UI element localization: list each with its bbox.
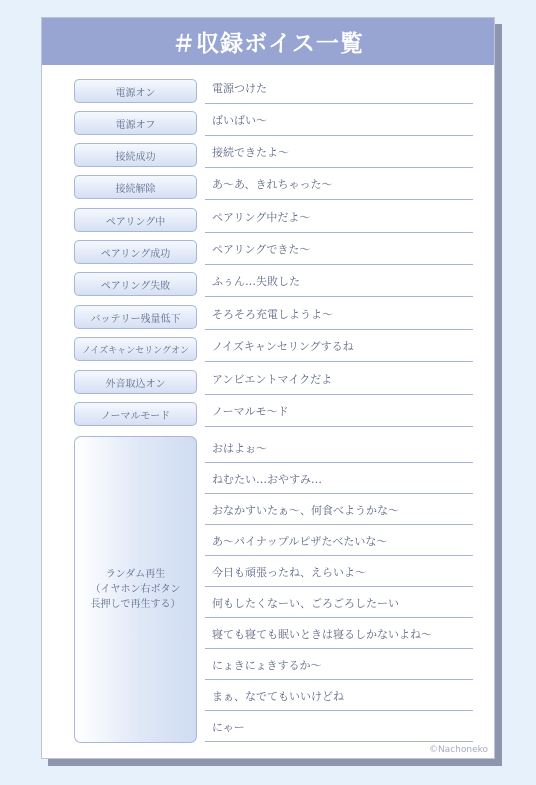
row-divider [205, 296, 473, 297]
list-item [74, 622, 473, 653]
list-item [74, 560, 473, 591]
voice-row [74, 172, 473, 204]
voice-phrase: ノーマルモ〜ド [212, 405, 289, 418]
voice-phrase: おなかすいたぁ〜、何食べようかな〜 [212, 504, 399, 517]
row-divider [205, 648, 473, 649]
voice-phrase: ふぅん…失敗した [212, 275, 300, 288]
row-divider [205, 617, 473, 618]
row-divider [205, 462, 473, 463]
random-label-line: 長押しで再生する） [90, 599, 181, 610]
voice-row [74, 399, 473, 431]
voice-phrase: まぁ、なでてもいいけどね [212, 690, 344, 703]
voice-phrase: ばいばい〜 [212, 114, 267, 127]
voice-row [74, 205, 473, 237]
random-label-line: （イヤホン右ボタン [90, 584, 181, 595]
voice-phrase: 何もしたくなーい、ごろごろしたーい [212, 597, 399, 610]
row-divider [205, 741, 473, 742]
voice-row [74, 367, 473, 399]
row-divider [205, 679, 473, 680]
trigger-label: ペアリング成功 [74, 240, 197, 264]
trigger-label: ノーマルモード [74, 402, 197, 426]
voice-row [74, 140, 473, 172]
random-phrase-list [74, 436, 473, 746]
row-divider [205, 167, 473, 168]
trigger-label: 接続解除 [74, 175, 197, 199]
list-item [74, 715, 473, 746]
voice-phrase: 今日も頑張ったね、えらいよ〜 [212, 566, 366, 579]
voice-phrase: ペアリングできた〜 [212, 243, 311, 256]
list-item [74, 529, 473, 560]
trigger-label: ノイズキャンセリングオン [74, 337, 197, 361]
trigger-label: 接続成功 [74, 143, 197, 167]
trigger-label: ペアリング中 [74, 208, 197, 232]
row-divider [205, 710, 473, 711]
list-item [74, 591, 473, 622]
trigger-label: 外音取込オン [74, 370, 197, 394]
row-divider [205, 493, 473, 494]
row-divider [205, 103, 473, 104]
list-item [74, 436, 473, 467]
row-divider [205, 361, 473, 362]
voice-row [74, 302, 473, 334]
row-divider [205, 524, 473, 525]
row-divider [205, 264, 473, 265]
voice-phrase: アンビエントマイクだよ [212, 373, 333, 386]
row-divider [205, 586, 473, 587]
list-item [74, 467, 473, 498]
voice-phrase: 電源つけた [212, 82, 267, 95]
voice-row [74, 269, 473, 301]
trigger-label: 電源オン [74, 79, 197, 103]
voice-row [74, 237, 473, 269]
voice-phrase: 接続できたよ〜 [212, 146, 289, 159]
voice-phrase: おはよぉ〜 [212, 442, 267, 455]
list-item [74, 684, 473, 715]
voice-phrase: あ〜パイナップルピザたべたいな〜 [212, 535, 388, 548]
copyright-credit: ©Nachoneko [428, 745, 488, 755]
voice-row [74, 108, 473, 140]
trigger-label: バッテリー残量低下 [74, 305, 197, 329]
voice-row [74, 76, 473, 108]
voice-phrase: そろそろ充電しようよ〜 [212, 308, 333, 321]
voice-phrase: にゃー [212, 721, 245, 734]
list-item [74, 653, 473, 684]
row-divider [205, 232, 473, 233]
page-title: ＃収録ボイス一覧 [42, 18, 494, 65]
list-item [74, 498, 473, 529]
voice-phrase: 寝ても寝ても眠いときは寝るしかないよね〜 [212, 628, 432, 641]
voice-phrase: ノイズキャンセリングするね [212, 340, 354, 353]
random-label-line: ランダム再生 [105, 569, 166, 580]
row-divider [205, 426, 473, 427]
voice-phrase: あ〜あ、きれちゃった〜 [212, 178, 333, 191]
voice-list-card [41, 17, 495, 759]
row-divider [205, 394, 473, 395]
row-divider [205, 555, 473, 556]
trigger-label: ペアリング失敗 [74, 272, 197, 296]
row-divider [205, 135, 473, 136]
voice-phrase: ペアリング中だよ〜 [212, 211, 311, 224]
voice-row [74, 334, 473, 366]
row-divider [205, 199, 473, 200]
trigger-label: 電源オフ [74, 111, 197, 135]
row-divider [205, 329, 473, 330]
voice-phrase: ねむたい…おやすみ… [212, 473, 322, 486]
voice-phrase: にょきにょきするか〜 [212, 659, 322, 672]
